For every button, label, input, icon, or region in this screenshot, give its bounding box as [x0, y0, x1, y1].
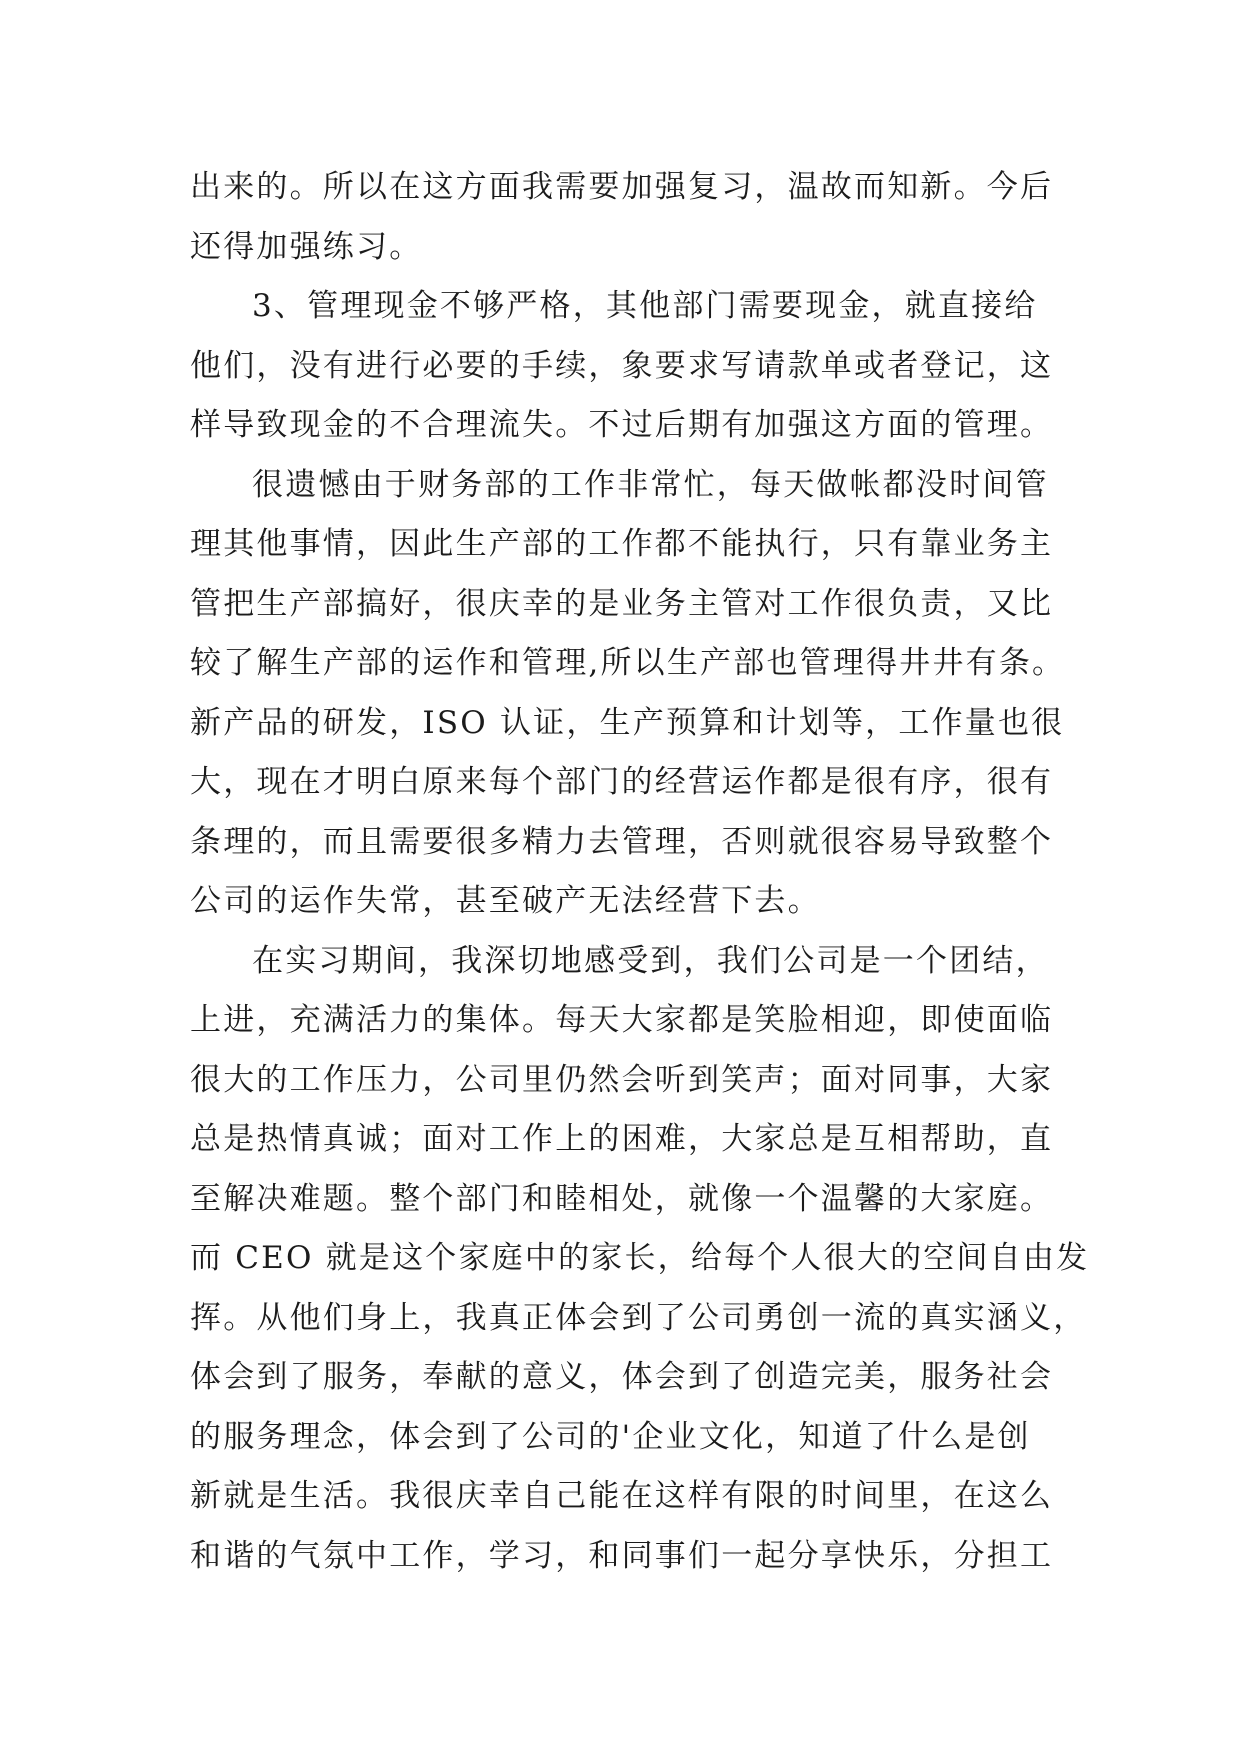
text-line: 挥。从他们身上，我真正体会到了公司勇创一流的真实涵义， [190, 1299, 1087, 1336]
text-line: 大，现在才明白原来每个部门的经营运作都是很有序，很有 [190, 764, 1054, 800]
text-line: 公司的运作失常，甚至破产无法经营下去。 [190, 883, 821, 919]
text-line: 至解决难题。整个部门和睦相处，就像一个温馨的大家庭。 [190, 1180, 1054, 1217]
text-line: 新就是生活。我很庆幸自己能在这样有限的时间里，在这么 [190, 1478, 1054, 1514]
text-line: 很大的工作压力，公司里仍然会听到笑声；面对同事，大家 [190, 1061, 1054, 1098]
paragraph-start-line: 3、管理现金不够严格，其他部门需要现金，就直接给 [252, 288, 1038, 324]
paragraph-start-line: 在实习期间，我深切地感受到，我们公司是一个团结， [252, 942, 1049, 979]
text-line: 还得加强练习。 [190, 228, 423, 265]
text-line: 出来的。所以在这方面我需要加强复习，温故而知新。今后 [190, 169, 1054, 205]
text-line: 理其他事情，因此生产部的工作都不能执行，只有靠业务主 [190, 526, 1054, 562]
text-line: 他们，没有进行必要的手续，象要求写请款单或者登记，这 [190, 347, 1054, 384]
text-line: 新产品的研发，ISO 认证，生产预算和计划等，工作量也很 [190, 704, 1065, 741]
text-line: 和谐的气氛中工作，学习，和同事们一起分享快乐，分担工 [190, 1537, 1054, 1574]
text-line: 样导致现金的不合理流失。不过后期有加强这方面的管理。 [190, 407, 1054, 443]
text-line: 而 CEO 就是这个家庭中的家长，给每个人很大的空间自由发 [190, 1240, 1090, 1276]
text-line: 管把生产部搞好，很庆幸的是业务主管对工作很负责，又比 [190, 585, 1054, 622]
text-line: 总是热情真诚；面对工作上的困难，大家总是互相帮助，直 [190, 1121, 1054, 1157]
text-line: 条理的，而且需要很多精力去管理，否则就很容易导致整个 [190, 823, 1054, 860]
text-line: 较了解生产部的运作和管理,所以生产部也管理得井井有条。 [190, 645, 1066, 681]
text-line: 的服务理念，体会到了公司的'企业文化，知道了什么是创 [190, 1418, 1031, 1455]
paragraph-start-line: 很遗憾由于财务部的工作非常忙，每天做帐都没时间管 [252, 466, 1049, 503]
text-line: 体会到了服务，奉献的意义，体会到了创造完美，服务社会 [190, 1359, 1054, 1395]
text-line: 上进，充满活力的集体。每天大家都是笑脸相迎，即使面临 [190, 1002, 1054, 1038]
body-text [190, 158, 1090, 1586]
